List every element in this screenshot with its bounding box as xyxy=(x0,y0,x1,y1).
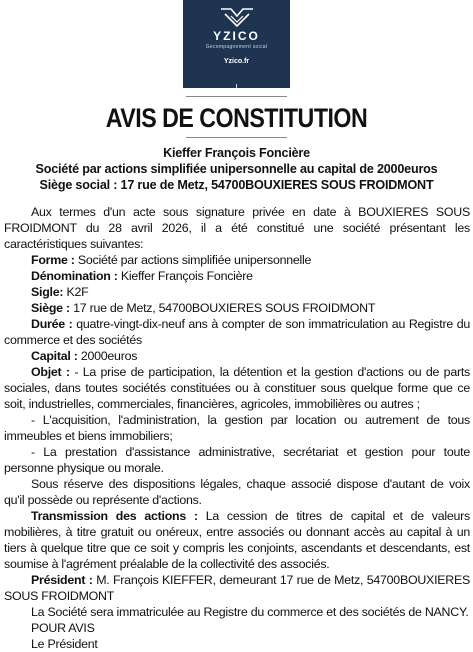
denomination-line xyxy=(4,268,470,284)
logo-tagline: Gecompagnement social xyxy=(205,44,268,50)
forme-label: Forme : xyxy=(31,253,75,267)
duree-label: Durée : xyxy=(31,317,73,331)
logo-site: Yzico.fr xyxy=(223,58,250,65)
transmission-line xyxy=(4,508,470,572)
pour-avis: POUR AVIS xyxy=(31,621,95,635)
sigle-line xyxy=(4,284,470,300)
signature: Le Président xyxy=(31,637,98,651)
company-name: Kieffer François Foncière xyxy=(163,146,310,160)
forme-line xyxy=(4,252,470,268)
objet-label: Objet : xyxy=(31,365,70,379)
title-rule-bottom xyxy=(186,137,287,138)
siege-line xyxy=(4,300,470,316)
notice-body xyxy=(4,204,470,652)
denomination-value: Kieffer François Foncière xyxy=(120,269,253,283)
company-form-capital: Société par actions simplifiée unipersonnelle au capital de 2000euros xyxy=(35,162,438,176)
transmission-label: Transmission des actions : xyxy=(31,509,198,523)
objet-line-3: - La prestation d'assistance administrative, secrétariat et gestion pour toute personne physique ou morale. xyxy=(4,445,470,475)
objet-value: - La prise de participation, la détention et la gestion d'actions ou de parts sociales, dans toutes sociétés constituées ou à constituer sous quelque forme que ce soit, industrielles, commerciales, financières, agricoles, immobilières ou autres ; xyxy=(4,365,470,411)
objet-line-2: - L'acquisition, l'administration, la gestion par location ou autrement de tous immeubles et biens immobiliers; xyxy=(4,413,470,443)
company-header xyxy=(0,145,473,193)
siege-value: 17 rue de Metz, 54700BOUXIERES SOUS FROIDMONT xyxy=(73,301,376,315)
capital-label: Capital : xyxy=(31,349,78,363)
yzico-logo xyxy=(183,0,290,88)
company-seat: Siège social : 17 rue de Metz, 54700BOUXIERES SOUS FROIDMONT xyxy=(39,178,434,192)
forme-value: Société par actions simplifiée unipersonnelle xyxy=(77,253,312,267)
president-line xyxy=(4,572,470,604)
siege-label: Siège : xyxy=(31,301,70,315)
president-value: M. François KIEFFER, demeurant 17 rue de Metz, 54700BOUXIERES SOUS FROIDMONT xyxy=(4,573,470,603)
sigle-label: Sigle: xyxy=(31,285,64,299)
intro-paragraph: Aux termes d'un acte sous signature privée en date à BOUXIERES SOUS FROIDMONT du 28 avril 2026, il a été constitué une société présentant les caractéristiques suivantes: xyxy=(4,205,470,251)
transmission-value: La cession de titres de capital et de valeurs mobilières, à titre gratuit ou onéreux, entre associés ou donnant accès au capital à un tiers à quelque titre que ce soit y compris les conjoints, ascendants et descendants, est soumise à l'agrément préalable de la collectivité des associés. xyxy=(4,509,470,571)
logo-brand: YZICO xyxy=(213,29,260,43)
page-title: AVIS DE CONSTITUTION xyxy=(105,103,368,133)
president-label: Président : xyxy=(31,573,93,587)
duree-line xyxy=(4,316,470,348)
objet-line xyxy=(4,364,470,412)
duree-value: quatre-vingt-dix-neuf ans à compter de son immatriculation au Registre du commerce et des sociétés xyxy=(4,317,470,347)
capital-line xyxy=(4,348,470,364)
immatriculation-line: La Société sera immatriculée au Registre du commerce et des sociétés de NANCY. xyxy=(31,605,469,619)
capital-value: 2000euros xyxy=(80,349,138,363)
crown-icon xyxy=(217,6,257,28)
title-rule-top xyxy=(186,96,287,97)
sigle-value: K2F xyxy=(66,285,89,299)
logo-tick xyxy=(236,84,237,88)
reserve-paragraph: Sous réserve des dispositions légales, chaque associé dispose d'autant de voix qu'il possède ou représente d'actions. xyxy=(4,477,470,507)
denomination-label: Dénomination : xyxy=(31,269,118,283)
